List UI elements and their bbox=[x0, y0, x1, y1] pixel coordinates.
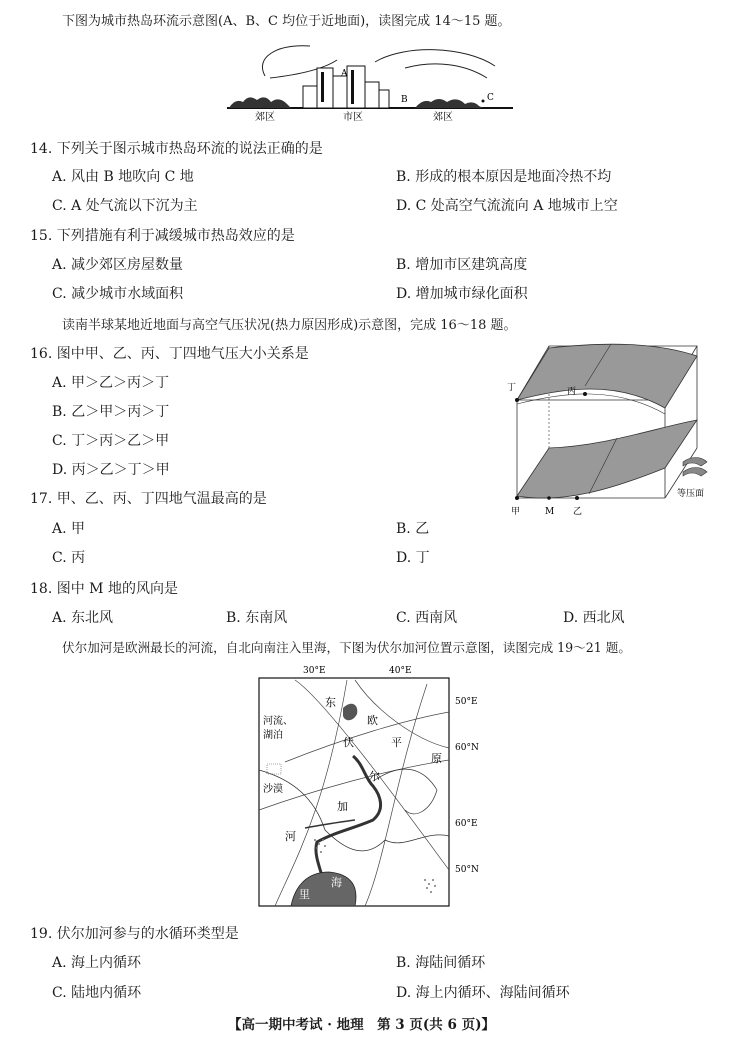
intro-19-21: 伏尔加河是欧洲最长的河流，自北向南注入里海，下图为伏尔加河位置示意图，读图完成 19～21 题。 bbox=[62, 640, 631, 655]
q15-option-b: B. 增加市区建筑高度 bbox=[396, 257, 528, 273]
lon-60e-label: 60°E bbox=[455, 819, 478, 829]
label-yi: 乙 bbox=[573, 507, 583, 517]
intro-14-15: 下图为城市热岛环流示意图(A、B、C 均位于近地面)，读图完成 14～15 题。 bbox=[62, 14, 511, 29]
map-label-li: 里 bbox=[299, 888, 310, 901]
map-label-hai: 海 bbox=[331, 876, 342, 889]
isobar-diagram bbox=[505, 338, 720, 520]
legend-isobar-label: 等压面 bbox=[677, 489, 705, 499]
label-b: B bbox=[401, 95, 408, 105]
q14-option-b: B. 形成的根本原因是地面冷热不均 bbox=[396, 169, 612, 185]
label-m: M bbox=[545, 507, 555, 517]
q19-option-d: D. 海上内循环、海陆间循环 bbox=[396, 985, 570, 1001]
q18-option-c: C. 西南风 bbox=[396, 610, 458, 626]
label-ding: 丁 bbox=[507, 383, 517, 393]
q19-option-c: C. 陆地内循环 bbox=[52, 985, 142, 1001]
lat-50e-label: 50°E bbox=[455, 697, 478, 707]
q18-option-a: A. 东北风 bbox=[52, 610, 114, 626]
legend-desert-label: 沙漠 bbox=[263, 784, 283, 795]
q15-option-d: D. 增加城市绿化面积 bbox=[396, 286, 528, 302]
q14-option-c: C. A 处气流以下沉为主 bbox=[52, 198, 198, 214]
q16-option-d: D. 丙＞乙＞丁＞甲 bbox=[52, 462, 170, 478]
q16-option-a: A. 甲＞乙＞丙＞丁 bbox=[52, 375, 170, 391]
label-bing: 丙 bbox=[567, 387, 577, 397]
q17-option-c: C. 丙 bbox=[52, 550, 86, 566]
q17-option-a: A. 甲 bbox=[52, 521, 86, 537]
page-footer: 【高一期中考试 · 地理 第 3 页(共 6 页)】 bbox=[228, 1017, 495, 1033]
intro-16-18: 读南半球某地近地面与高空气压状况(热力原因形成)示意图，完成 16～18 题。 bbox=[62, 318, 517, 333]
question-18: 18. 图中 M 地的风向是 bbox=[30, 581, 178, 597]
q16-option-b: B. 乙＞甲＞丙＞丁 bbox=[52, 404, 170, 420]
q15-option-a: A. 减少郊区房屋数量 bbox=[52, 257, 184, 273]
label-jia: 甲 bbox=[511, 507, 521, 517]
map-label-he: 河 bbox=[285, 830, 296, 843]
question-17: 17. 甲、乙、丙、丁四地气温最高的是 bbox=[30, 491, 267, 507]
map-label-yuan: 原 bbox=[431, 752, 442, 765]
map-label-ou: 欧 bbox=[367, 714, 378, 727]
q14-option-a: A. 风由 B 地吹向 C 地 bbox=[52, 169, 194, 185]
q17-option-d: D. 丁 bbox=[396, 550, 430, 566]
question-15: 15. 下列措施有利于减缓城市热岛效应的是 bbox=[30, 228, 295, 244]
lat-50n-label: 50°N bbox=[455, 865, 479, 875]
question-14: 14. 下列关于图示城市热岛环流的说法正确的是 bbox=[30, 141, 323, 157]
q18-option-b: B. 东南风 bbox=[226, 610, 288, 626]
lat-60n-label: 60°N bbox=[455, 743, 479, 753]
q15-option-c: C. 减少城市水域面积 bbox=[52, 286, 184, 302]
suburb-right-label: 郊区 bbox=[433, 112, 453, 122]
map-label-er: 尔 bbox=[369, 770, 380, 783]
suburb-left-label: 郊区 bbox=[255, 112, 275, 122]
volga-map bbox=[255, 660, 490, 910]
map-label-jia: 加 bbox=[337, 800, 348, 813]
lon-40e-label: 40°E bbox=[389, 666, 412, 676]
map-label-dong: 东 bbox=[325, 696, 336, 709]
q19-option-a: A. 海上内循环 bbox=[52, 955, 142, 971]
map-label-ping: 平 bbox=[391, 736, 402, 749]
q18-option-d: D. 西北风 bbox=[563, 610, 625, 626]
label-a: A bbox=[341, 69, 348, 79]
question-19: 19. 伏尔加河参与的水循环类型是 bbox=[30, 926, 239, 942]
q16-option-c: C. 丁＞丙＞乙＞甲 bbox=[52, 433, 170, 449]
q19-option-b: B. 海陆间循环 bbox=[396, 955, 486, 971]
legend-river-label-1: 河流、 bbox=[263, 716, 293, 727]
map-label-fu: 伏 bbox=[343, 736, 354, 749]
question-16: 16. 图中甲、乙、丙、丁四地气压大小关系是 bbox=[30, 346, 309, 362]
city-label: 市区 bbox=[343, 112, 363, 122]
lon-30e-label: 30°E bbox=[303, 666, 326, 676]
heat-island-diagram bbox=[225, 38, 515, 122]
label-c: C bbox=[487, 93, 494, 103]
legend-river-label-2: 湖泊 bbox=[263, 730, 283, 741]
q14-option-d: D. C 处高空气流流向 A 地城市上空 bbox=[396, 198, 618, 214]
q17-option-b: B. 乙 bbox=[396, 521, 430, 537]
